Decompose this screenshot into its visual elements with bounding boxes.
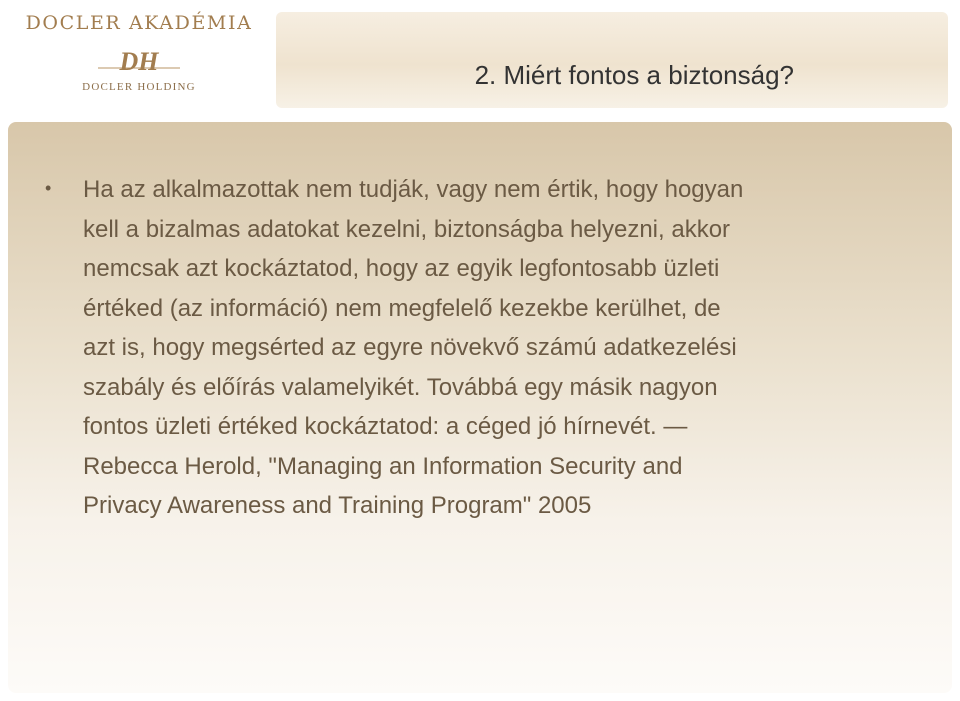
body-text bbox=[83, 170, 913, 526]
body-line: kell a bizalmas adatokat kezelni, biztonságba helyezni, akkor bbox=[83, 215, 731, 243]
body-line: értéked (az információ) nem megfelelő kezekbe kerülhet, de bbox=[83, 294, 721, 322]
slide-title: 2. Miért fontos a biztonság? bbox=[474, 60, 794, 90]
body-line: Privacy Awareness and Training Program" 2005 bbox=[83, 492, 592, 519]
body-line: fontos üzleti értéked kockáztatod: a céged jó hírnevét. — bbox=[83, 413, 688, 440]
bullet-icon: • bbox=[45, 178, 52, 198]
docler-holding-logo bbox=[94, 46, 184, 76]
brand-subtitle: DOCLER HOLDING bbox=[82, 81, 196, 93]
body-line: Rebecca Herold, "Managing an Information Security and bbox=[83, 452, 683, 480]
brand-name: DOCLER AKADÉMIA bbox=[25, 12, 253, 34]
body-line: azt is, hogy megsérted az egyre növekvő számú adatkezelési bbox=[83, 334, 737, 361]
brand-block bbox=[14, 12, 264, 93]
logo-monogram: DH bbox=[119, 47, 159, 76]
body-line: szabály és előírás valamelyikét. Továbbá egy másik nagyon bbox=[83, 373, 718, 401]
body-line: Ha az alkalmazottak nem tudják, vagy nem értik, hogy hogyan bbox=[83, 176, 744, 203]
body-line: nemcsak azt kockáztatod, hogy az egyik legfontosabb üzleti bbox=[83, 255, 720, 282]
title-box bbox=[276, 12, 948, 108]
